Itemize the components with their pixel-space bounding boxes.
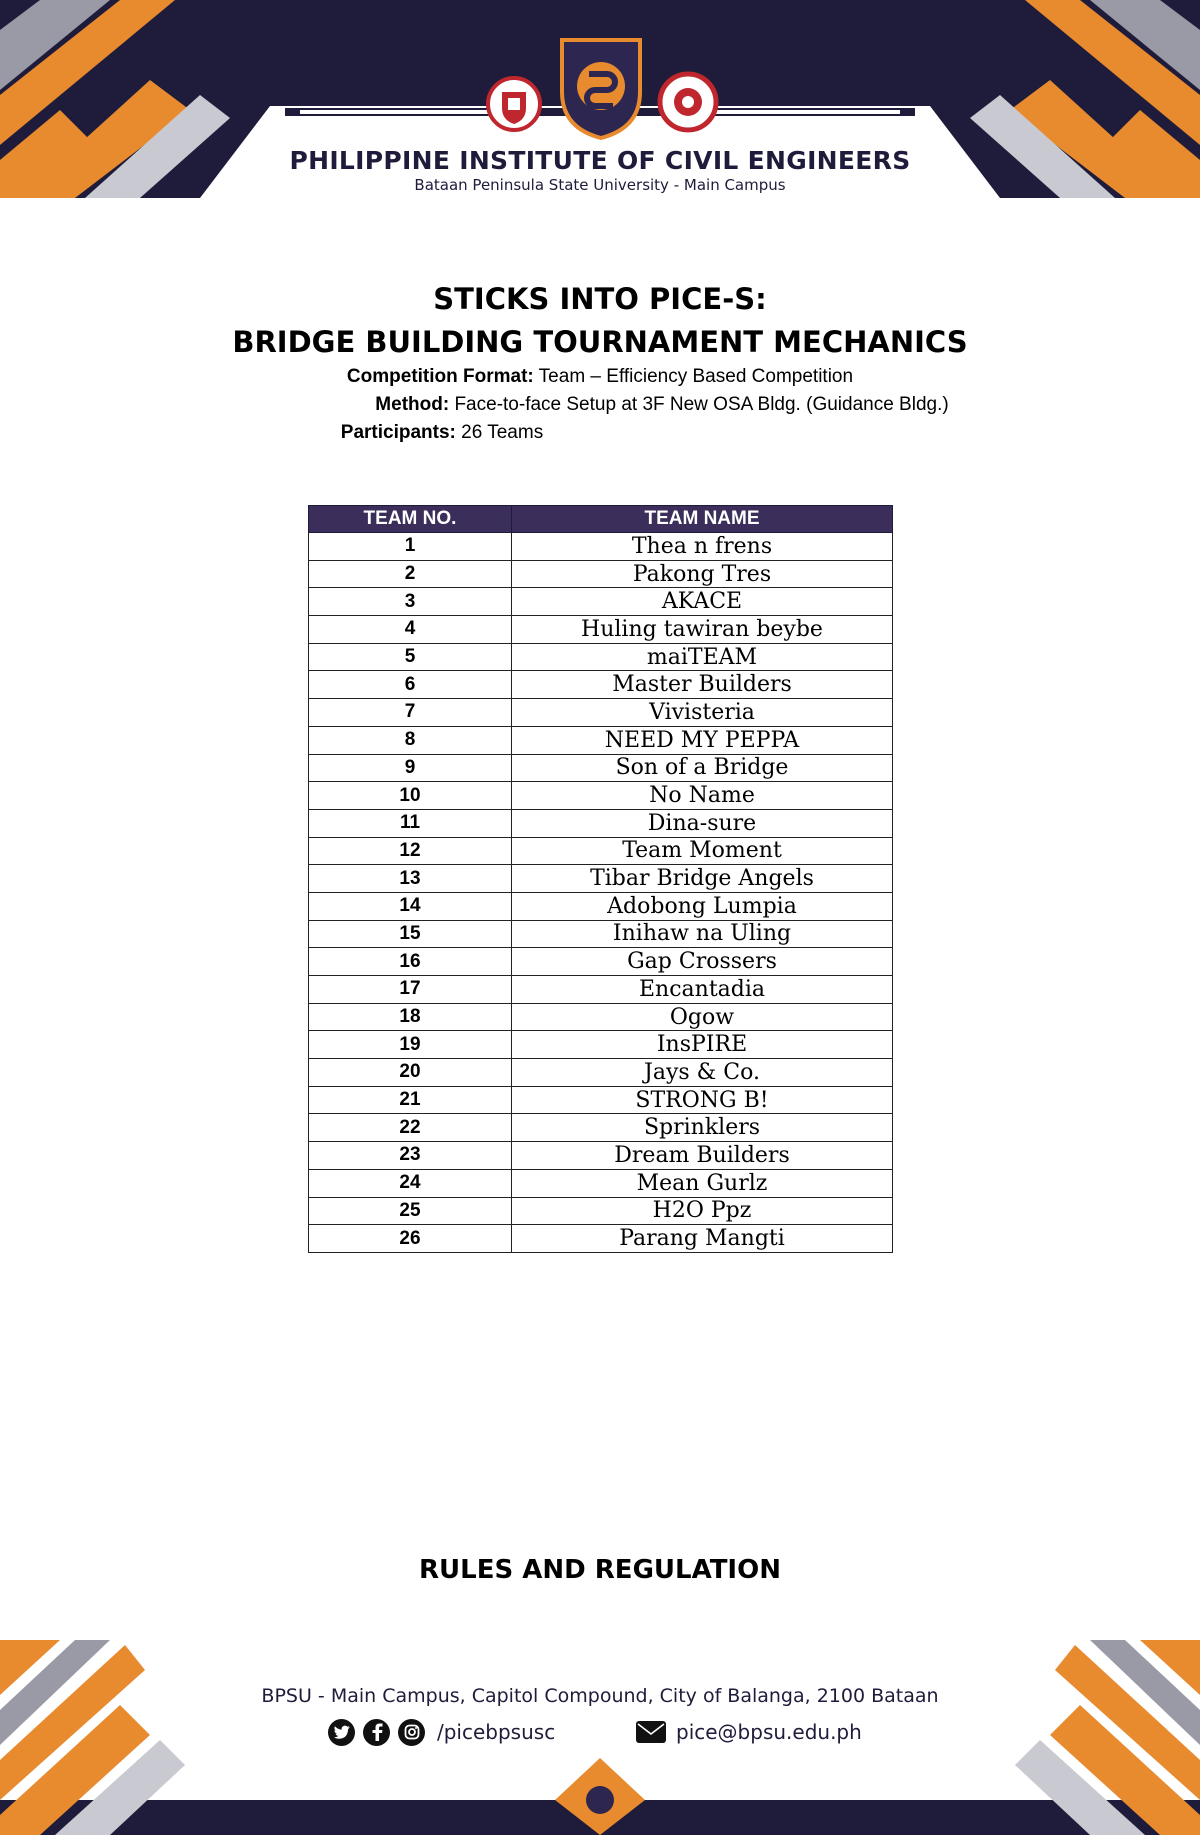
social-links bbox=[328, 1718, 555, 1746]
footer-decoration bbox=[0, 1640, 1200, 1835]
team-number-cell: 13 bbox=[309, 865, 512, 893]
table-row bbox=[309, 837, 893, 865]
page-title bbox=[0, 278, 1200, 364]
social-handle[interactable]: /picebpsusc bbox=[437, 1720, 556, 1744]
team-number-cell: 12 bbox=[309, 837, 512, 865]
team-name-cell: Inihaw na Uling bbox=[512, 920, 893, 948]
team-name-cell: maiTEAM bbox=[512, 643, 893, 671]
twitter-icon[interactable] bbox=[328, 1719, 355, 1746]
team-number-cell: 25 bbox=[309, 1197, 512, 1225]
team-name-cell: Dina-sure bbox=[512, 809, 893, 837]
table-row bbox=[309, 1197, 893, 1225]
table-row bbox=[309, 1086, 893, 1114]
contact-email bbox=[636, 1718, 862, 1746]
team-number-cell: 16 bbox=[309, 948, 512, 976]
method-value: Face-to-face Setup at 3F New OSA Bldg. (Guidance Bldg.) bbox=[449, 394, 949, 415]
title-line-1: STICKS INTO PICE-S: bbox=[433, 282, 767, 316]
table-row bbox=[309, 782, 893, 810]
team-number-cell: 20 bbox=[309, 1059, 512, 1087]
team-name-cell: AKACE bbox=[512, 588, 893, 616]
table-row bbox=[309, 1169, 893, 1197]
participants-value: 26 Teams bbox=[455, 422, 544, 443]
title-line-2: BRIDGE BUILDING TOURNAMENT MECHANICS bbox=[232, 325, 968, 359]
table-row bbox=[309, 976, 893, 1004]
table-row bbox=[309, 643, 893, 671]
facebook-icon[interactable] bbox=[363, 1719, 390, 1746]
team-name-cell: Jays & Co. bbox=[512, 1059, 893, 1087]
mail-icon bbox=[636, 1721, 666, 1743]
competition-format-value: Team – Efficiency Based Competition bbox=[533, 366, 854, 387]
team-name-cell: Encantadia bbox=[512, 976, 893, 1004]
method bbox=[62, 394, 1200, 416]
team-number-cell: 11 bbox=[309, 809, 512, 837]
pice-shield-logo-icon bbox=[556, 34, 646, 142]
team-number-cell: 26 bbox=[309, 1225, 512, 1253]
table-row bbox=[309, 1225, 893, 1253]
team-number-cell: 10 bbox=[309, 782, 512, 810]
team-name-cell: Adobong Lumpia bbox=[512, 892, 893, 920]
rules-heading: RULES AND REGULATION bbox=[419, 1555, 781, 1585]
table-row bbox=[309, 1003, 893, 1031]
team-number-cell: 5 bbox=[309, 643, 512, 671]
team-number-cell: 14 bbox=[309, 892, 512, 920]
column-header-team-name: TEAM NAME bbox=[512, 506, 893, 533]
competition-format bbox=[0, 366, 1200, 388]
table-row bbox=[309, 920, 893, 948]
team-number-cell: 8 bbox=[309, 726, 512, 754]
team-name-cell: Team Moment bbox=[512, 837, 893, 865]
table-row bbox=[309, 671, 893, 699]
table-row bbox=[309, 948, 893, 976]
team-number-cell: 9 bbox=[309, 754, 512, 782]
team-number-cell: 18 bbox=[309, 1003, 512, 1031]
team-name-cell: Vivisteria bbox=[512, 699, 893, 727]
team-name-cell: Parang Mangti bbox=[512, 1225, 893, 1253]
team-name-cell: Huling tawiran beybe bbox=[512, 616, 893, 644]
table-row bbox=[309, 754, 893, 782]
team-number-cell: 19 bbox=[309, 1031, 512, 1059]
team-number-cell: 22 bbox=[309, 1114, 512, 1142]
team-name-cell: Dream Builders bbox=[512, 1142, 893, 1170]
team-name-cell: Sprinklers bbox=[512, 1114, 893, 1142]
team-name-cell: Gap Crossers bbox=[512, 948, 893, 976]
org-name: PHILIPPINE INSTITUTE OF CIVIL ENGINEERS bbox=[289, 146, 911, 175]
team-name-cell: NEED MY PEPPA bbox=[512, 726, 893, 754]
team-number-cell: 23 bbox=[309, 1142, 512, 1170]
table-row bbox=[309, 533, 893, 561]
team-number-cell: 6 bbox=[309, 671, 512, 699]
team-number-cell: 2 bbox=[309, 560, 512, 588]
team-name-cell: STRONG B! bbox=[512, 1086, 893, 1114]
table-row bbox=[309, 1114, 893, 1142]
table-row bbox=[309, 865, 893, 893]
table-row bbox=[309, 726, 893, 754]
team-number-cell: 17 bbox=[309, 976, 512, 1004]
team-name-cell: Master Builders bbox=[512, 671, 893, 699]
method-label: Method: bbox=[375, 394, 450, 415]
team-name-cell: Tibar Bridge Angels bbox=[512, 865, 893, 893]
team-number-cell: 21 bbox=[309, 1086, 512, 1114]
team-number-cell: 24 bbox=[309, 1169, 512, 1197]
team-name-cell: H2O Ppz bbox=[512, 1197, 893, 1225]
team-number-cell: 15 bbox=[309, 920, 512, 948]
footer-address: BPSU - Main Campus, Capitol Compound, City of Balanga, 2100 Bataan bbox=[261, 1685, 939, 1707]
table-row bbox=[309, 1059, 893, 1087]
table-header-row bbox=[309, 506, 893, 533]
team-name-cell: Mean Gurlz bbox=[512, 1169, 893, 1197]
table-row bbox=[309, 560, 893, 588]
team-number-cell: 1 bbox=[309, 533, 512, 561]
team-name-cell: Thea n frens bbox=[512, 533, 893, 561]
participants-label: Participants: bbox=[340, 422, 456, 443]
team-number-cell: 3 bbox=[309, 588, 512, 616]
team-name-cell: No Name bbox=[512, 782, 893, 810]
team-table-body bbox=[309, 533, 893, 1253]
table-row bbox=[309, 1142, 893, 1170]
email-link[interactable]: pice@bpsu.edu.ph bbox=[676, 1720, 862, 1744]
participants bbox=[0, 422, 1042, 444]
team-table bbox=[308, 505, 893, 1253]
team-name-cell: InsPIRE bbox=[512, 1031, 893, 1059]
college-seal-icon bbox=[656, 66, 720, 136]
table-row bbox=[309, 892, 893, 920]
competition-format-label: Competition Format: bbox=[346, 366, 534, 387]
instagram-icon[interactable] bbox=[398, 1719, 425, 1746]
table-row bbox=[309, 809, 893, 837]
table-row bbox=[309, 616, 893, 644]
table-row bbox=[309, 1031, 893, 1059]
org-campus: Bataan Peninsula State University - Main Campus bbox=[414, 176, 786, 194]
table-row bbox=[309, 699, 893, 727]
column-header-team-no: TEAM NO. bbox=[309, 506, 512, 533]
table-row bbox=[309, 588, 893, 616]
team-name-cell: Ogow bbox=[512, 1003, 893, 1031]
team-number-cell: 4 bbox=[309, 616, 512, 644]
university-seal-icon bbox=[486, 70, 542, 136]
team-name-cell: Son of a Bridge bbox=[512, 754, 893, 782]
team-name-cell: Pakong Tres bbox=[512, 560, 893, 588]
team-number-cell: 7 bbox=[309, 699, 512, 727]
